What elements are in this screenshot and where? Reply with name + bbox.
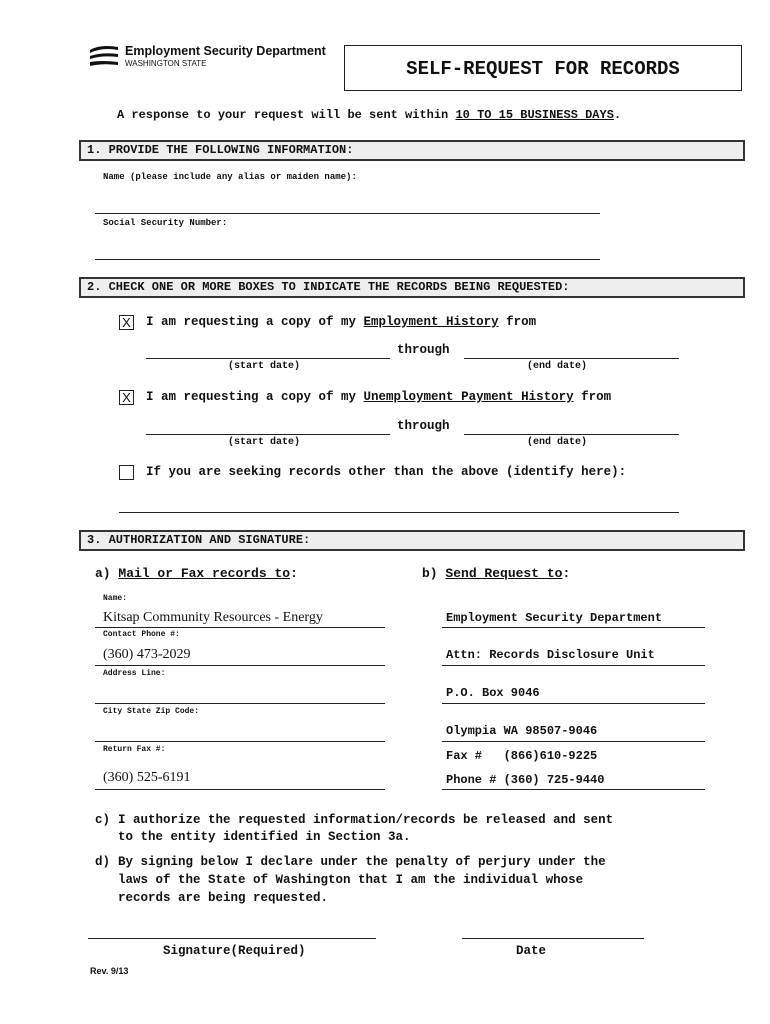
signature-label: Signature(Required) (163, 944, 306, 958)
intro-suffix: . (613, 108, 622, 122)
send-request-title: Send Request to (445, 566, 563, 581)
address-label: Address Line: (103, 669, 166, 678)
section-1-header (79, 140, 745, 161)
mail-fax-heading (95, 566, 298, 581)
contact-phone-line (95, 665, 385, 666)
ssn-label: Social Security Number: (103, 218, 228, 228)
declaration-d-line3: records are being requested. (118, 891, 329, 905)
send-to-phone: Phone # (360) 725-9440 (446, 773, 605, 787)
return-fax-line (95, 789, 385, 790)
mail-fax-title: Mail or Fax records to (118, 566, 291, 581)
intro-prefix: A response to your request will be sent within (117, 108, 456, 122)
employment-end-date-line[interactable] (464, 358, 679, 359)
unemployment-history-text (146, 390, 611, 404)
employment-start-label: (start date) (228, 361, 301, 372)
intro-text (117, 108, 621, 122)
unemployment-record-type: Unemployment Payment History (363, 390, 574, 404)
authorization-c-prefix: c) (95, 813, 111, 827)
unemployment-start-date-line[interactable] (146, 434, 390, 435)
employment-end-label: (end date) (527, 361, 588, 372)
employment-history-text (146, 315, 536, 329)
city-state-zip-label: City State Zip Code: (103, 707, 200, 716)
revision-label: Rev. 9/13 (90, 966, 129, 976)
signature-line[interactable] (88, 938, 376, 939)
form-title-box (344, 45, 742, 91)
send-to-fax: Fax # (866)610-9225 (446, 749, 598, 763)
employment-start-date-line[interactable] (146, 358, 390, 359)
declaration-d-prefix: d) (95, 855, 111, 869)
unemployment-history-checkbox[interactable]: X (119, 390, 134, 405)
declaration-d-line2: laws of the State of Washington that I am the individual whose (118, 873, 584, 887)
address-line (95, 703, 385, 704)
authorization-c-line2: to the entity identified in Section 3a. (118, 830, 411, 844)
recipient-name-label: Name: (103, 594, 128, 603)
city-state-zip-line (95, 741, 385, 742)
section-2-title: 2. CHECK ONE OR MORE BOXES TO INDICATE THE RECORDS BEING REQUESTED: (87, 280, 570, 294)
section-3-header (79, 530, 745, 551)
date-label: Date (516, 944, 547, 958)
ssn-input-line[interactable] (95, 259, 600, 260)
employment-through: through (397, 343, 450, 357)
section-1-title: 1. PROVIDE THE FOLLOWING INFORMATION: (87, 143, 354, 157)
send-to-line4: Olympia WA 98507-9046 (446, 724, 598, 738)
contact-phone-label: Contact Phone #: (103, 630, 180, 639)
unemployment-prefix: I am requesting a copy of my (146, 390, 364, 404)
send-to-line4-rule (442, 741, 705, 742)
unemployment-start-label: (start date) (228, 437, 301, 448)
form-title: SELF-REQUEST FOR RECORDS (406, 58, 680, 80)
other-records-input-line[interactable] (119, 512, 679, 513)
recipient-name-line (95, 627, 385, 628)
employment-prefix: I am requesting a copy of my (146, 315, 364, 329)
esd-logo-icon (88, 44, 120, 68)
esd-logo (88, 44, 120, 68)
recipient-name-value[interactable]: Kitsap Community Resources - Energy (103, 610, 323, 625)
employment-record-type: Employment History (363, 315, 499, 329)
send-to-line1: Employment Security Department (446, 611, 663, 625)
unemployment-suffix: from (573, 390, 612, 404)
org-subtitle: WASHINGTON STATE (125, 59, 207, 68)
name-label: Name (please include any alias or maiden name): (103, 172, 357, 182)
return-fax-label: Return Fax #: (103, 745, 166, 754)
employment-suffix: from (498, 315, 537, 329)
mail-fax-colon: : (290, 566, 298, 581)
unemployment-end-date-line[interactable] (464, 434, 679, 435)
unemployment-through: through (397, 419, 450, 433)
intro-emphasis: 10 TO 15 BUSINESS DAYS (455, 108, 614, 122)
send-request-colon: : (562, 566, 571, 581)
send-to-line2-rule (442, 665, 705, 666)
section-3-title: 3. AUTHORIZATION AND SIGNATURE: (87, 533, 311, 547)
authorization-c-line1: I authorize the requested information/records be released and sent (118, 813, 614, 827)
send-request-prefix: b) (422, 566, 438, 581)
other-records-text: If you are seeking records other than the above (identify here): (146, 465, 627, 479)
contact-phone-value[interactable]: (360) 473-2029 (103, 647, 191, 662)
send-to-line1-rule (442, 627, 705, 628)
section-2-header (79, 277, 745, 298)
org-name: Employment Security Department (125, 44, 326, 58)
send-to-line3-rule (442, 703, 705, 704)
employment-history-checkbox[interactable]: X (119, 315, 134, 330)
send-to-phone-rule (442, 789, 705, 790)
send-to-line2: Attn: Records Disclosure Unit (446, 648, 655, 662)
name-input-line[interactable] (95, 213, 600, 214)
return-fax-value[interactable]: (360) 525-6191 (103, 770, 191, 785)
send-request-heading (422, 566, 570, 581)
mail-fax-prefix: a) (95, 566, 111, 581)
unemployment-end-label: (end date) (527, 437, 588, 448)
declaration-d-line1: By signing below I declare under the penalty of perjury under the (118, 855, 606, 869)
other-records-checkbox[interactable] (119, 465, 134, 480)
send-to-line3: P.O. Box 9046 (446, 686, 540, 700)
date-line[interactable] (462, 938, 644, 939)
